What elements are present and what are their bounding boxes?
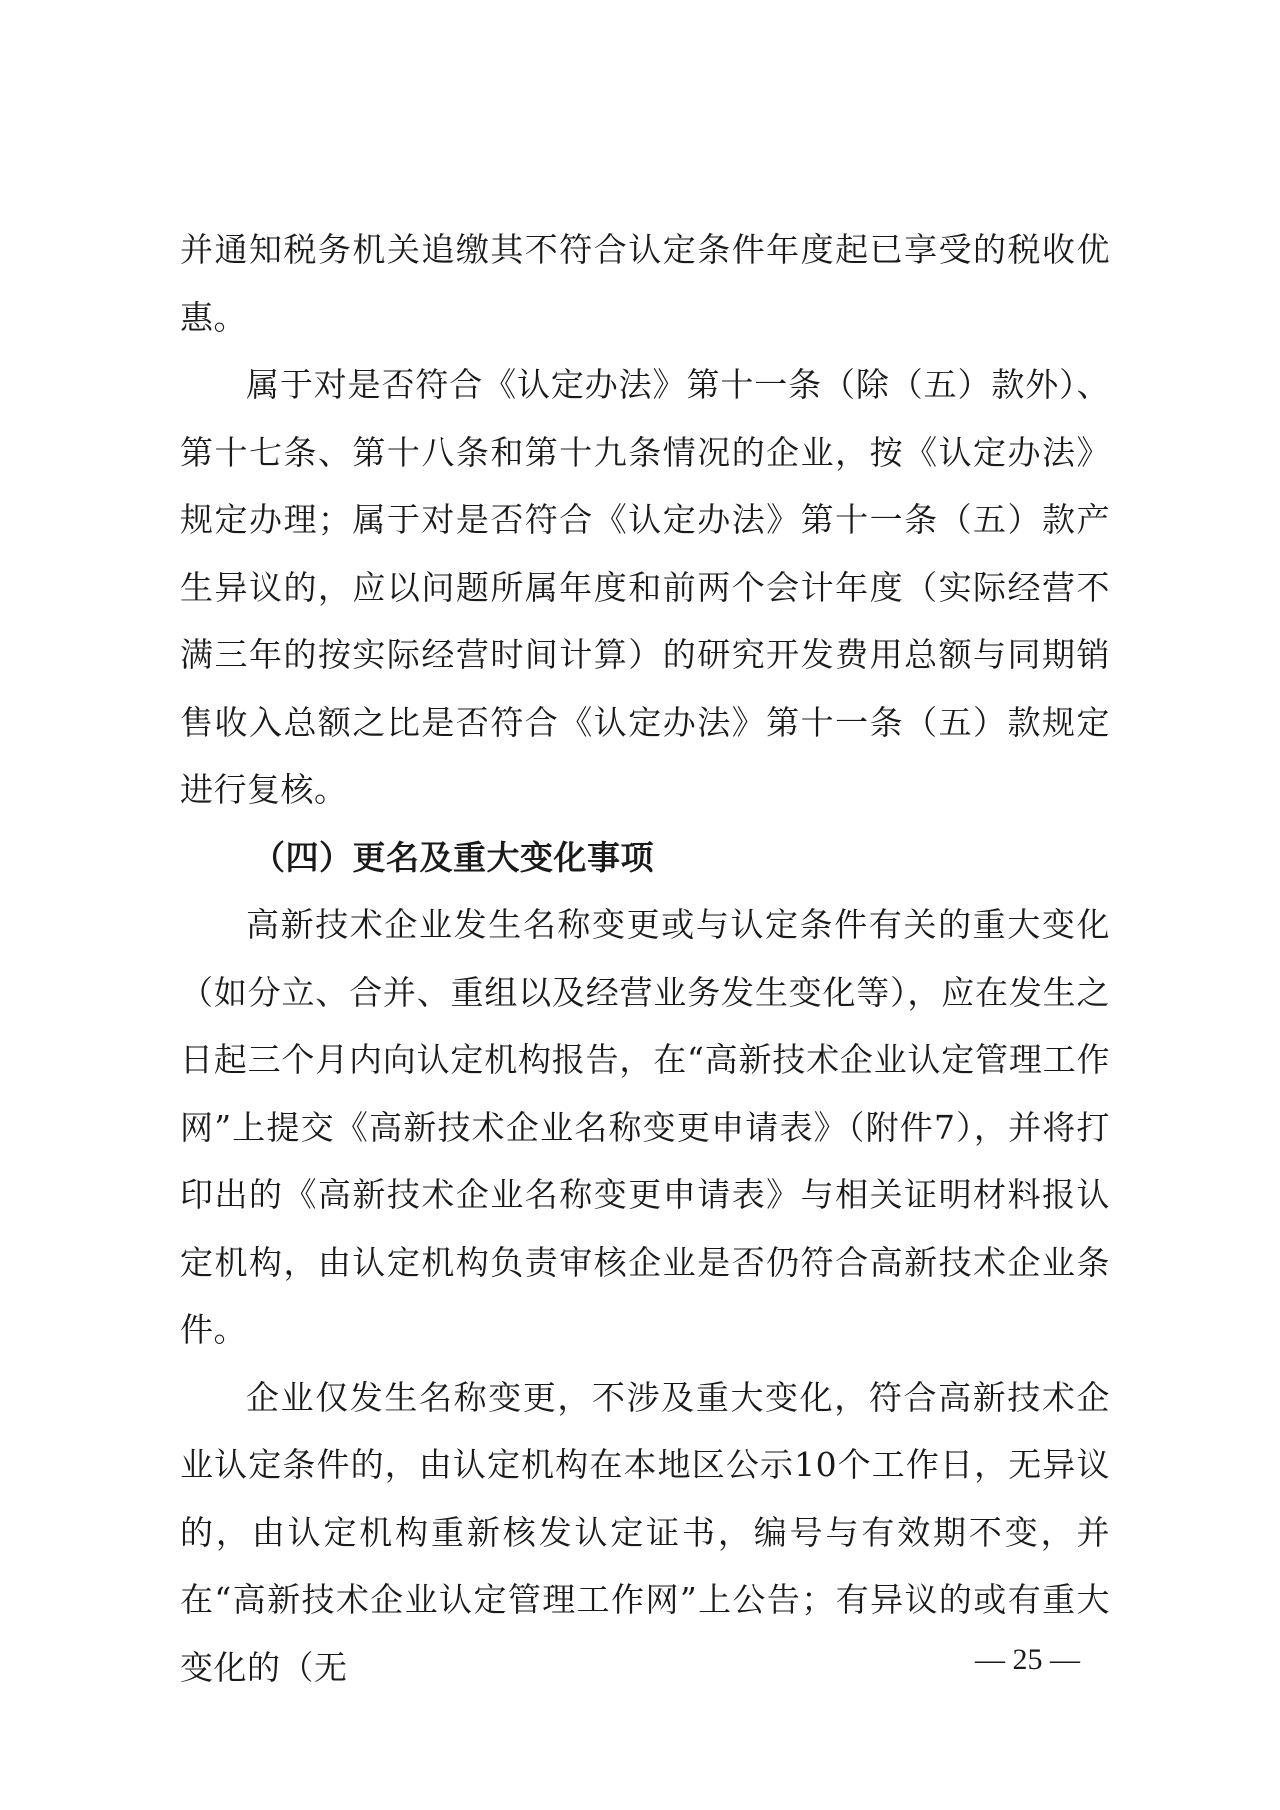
paragraph-name-change-only: 企业仅发生名称变更，不涉及重大变化，符合高新技术企业认定条件的，由认定机构在本地区公示10个工作日，无异议的，由认定机构重新核发认定证书，编号与有效期不变，并在“高新技术企业认定管理工作网”上公告；有异议的或有重大变化的（无 — [180, 1377, 1110, 1687]
paragraph-name-change-report: 高新技术企业发生名称变更或与认定条件有关的重大变化（如分立、合并、重组以及经营业务发生变化等），应在发生之日起三个月内向认定机构报告，在“高新技术企业认定管理工作网”上提交《高新技术企业名称变更申请表》（附件7），并将打印出的《高新技术企业名称变更申请表》与相关证明材料报认定机构，由认定机构负责审核企业是否仍符合高新技术企业条件。 — [180, 905, 1110, 1349]
section-heading: （四）更名及重大变化事项 — [252, 837, 654, 877]
page-number: — 25 — — [975, 1643, 1080, 1676]
paragraph-review-rules: 属于对是否符合《认定办法》第十一条（除（五）款外）、第十七条、第十八条和第十九条情况的企业，按《认定办法》规定办理；属于对是否符合《认定办法》第十一条（五）款产生异议的，应以问题所属年度和前两个会计年度（实际经营不满三年的按实际经营时间计算）的研究开发费用总额与同期销售收入总额之比是否符合《认定办法》第十一条（五）款规定进行复核。 — [180, 365, 1110, 809]
paragraph-tax-recovery: 并通知税务机关追缴其不符合认定条件年度起已享受的税收优惠。 — [180, 230, 1110, 337]
body-text — [180, 216, 1110, 1701]
